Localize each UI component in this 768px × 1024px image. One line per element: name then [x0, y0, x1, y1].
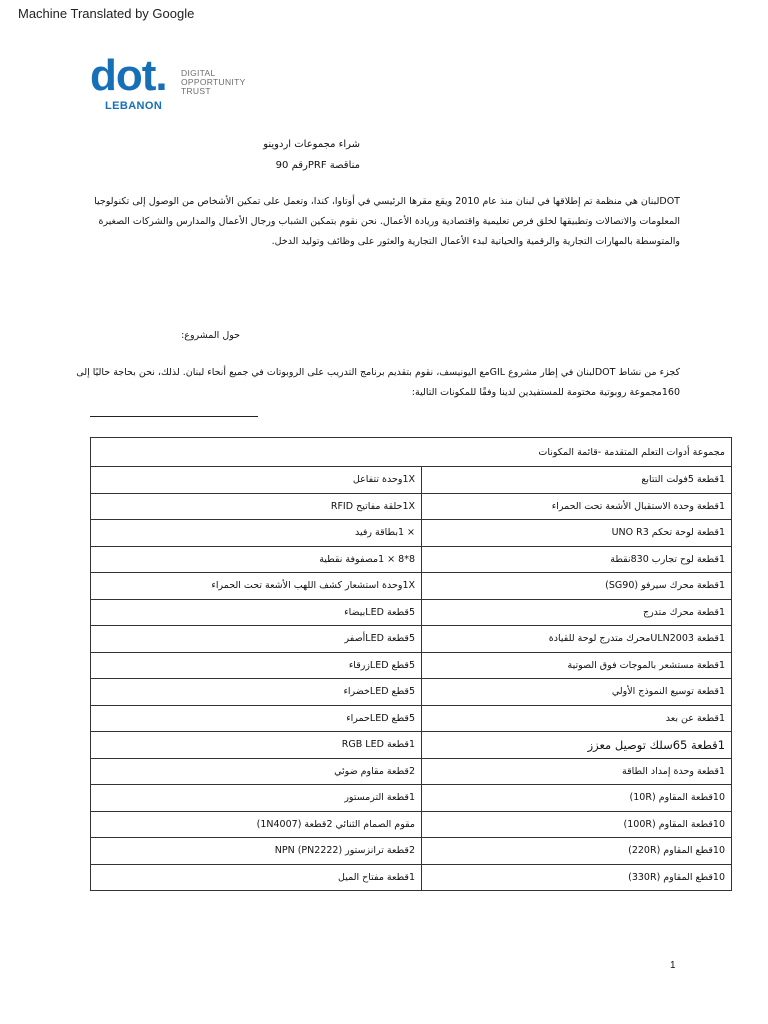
table-row: [91, 599, 732, 626]
component-cell-right: 1قطعة توسيع النموذج الأولي: [422, 679, 732, 706]
tender-number: مناقصة PRFرقم 90: [275, 160, 360, 171]
divider-line: [90, 416, 258, 417]
component-cell-right: 1قطعة ULN2003محرك متدرج لوحة للقيادة: [422, 626, 732, 653]
component-cell-left: 5قطعة LEDأصفر: [91, 626, 422, 653]
component-cell-right: 1قطعة لوحة تحكم UNO R3: [422, 520, 732, 547]
project-heading: حول المشروع:: [181, 330, 240, 341]
table-title: مجموعة أدوات التعلم المتقدمة -قائمة المكونات: [91, 438, 732, 467]
table-row: [91, 758, 732, 785]
component-cell-right: 1قطعة مستشعر بالموجات فوق الصوتية: [422, 652, 732, 679]
logo-tagline: [181, 69, 246, 96]
component-cell-left: 5قطع LEDحمراء: [91, 705, 422, 732]
logo-tagline-line: DIGITAL: [181, 68, 216, 78]
component-cell-left: 5قطع LEDخضراء: [91, 679, 422, 706]
table-row: [91, 785, 732, 812]
table-row: [91, 520, 732, 547]
component-cell-right: 1قطعة وحدة إمداد الطاقة: [422, 758, 732, 785]
component-cell-right: 10قطعة المقاوم (10R): [422, 785, 732, 812]
components-table: [90, 437, 732, 891]
table-row: [91, 626, 732, 653]
table-row: [91, 493, 732, 520]
project-paragraph: كجزء من نشاط DOTلبنان في إطار مشروع GILمع اليونيسف، نقوم بتقديم برنامج التدريب على الروبوتات في جميع أنحاء لبنان. لذلك، نحن بحاجة حاليًا إلى 160مجموعة روبوتية مختومة للمستفيدين لدينا وفقًا للمكونات التالية:: [76, 367, 680, 398]
component-cell-right: 10قطعة المقاوم (100R): [422, 811, 732, 838]
document-title: شراء مجموعات اردوينو: [263, 139, 360, 150]
component-cell-right: 1قطعة وحدة الاستقبال الأشعة تحت الحمراء: [422, 493, 732, 520]
table-row: [91, 679, 732, 706]
component-cell-left: 1Xوحدة تتفاعل: [91, 467, 422, 494]
component-cell-right: 1قطعة 5فولت التتابع: [422, 467, 732, 494]
component-cell-left: 5قطع LEDزرقاء: [91, 652, 422, 679]
component-cell-left: مقوم الصمام الثنائي 2قطعة (1N4007): [91, 811, 422, 838]
logo-region: LEBANON: [105, 100, 163, 112]
logo-tagline-line: TRUST: [181, 86, 211, 96]
component-cell-right: 1قطعة محرك سيرفو (SG90): [422, 573, 732, 600]
dot-lebanon-logo: [90, 51, 270, 116]
table-row: [91, 705, 732, 732]
component-cell-left: 1قطعة RGB LED: [91, 732, 422, 759]
translation-banner: Machine Translated by Google: [18, 6, 195, 21]
component-cell-right: 10قطع المقاوم (330R): [422, 864, 732, 891]
component-cell-left: 8*8 × 1مصفوفة نقطية: [91, 546, 422, 573]
component-cell-left: 5قطعة LEDبيضاء: [91, 599, 422, 626]
table-row: [91, 732, 732, 759]
table-header-row: [91, 438, 732, 467]
table-row: [91, 864, 732, 891]
table-row: [91, 573, 732, 600]
component-cell-left: 1Xوحدة استشعار كشف اللهب الأشعة تحت الحمراء: [91, 573, 422, 600]
table-row: [91, 811, 732, 838]
component-cell-right: 1قطعة عن بعد: [422, 705, 732, 732]
component-cell-left: × 1بطاقة رفيد: [91, 520, 422, 547]
table-row: [91, 546, 732, 573]
logo-wordmark: dot.: [90, 51, 167, 100]
component-cell-left: 1قطعة مفتاح الميل: [91, 864, 422, 891]
intro-paragraph: DOTلبنان هي منظمة تم إطلاقها في لبنان منذ عام 2010 ويقع مقرها الرئيسي في أوتاوا، كندا، وتعمل على تمكين الأشخاص من الوصول إلى تكنولوجيا المعلومات والاتصالات وتطبيقها لخلق فرص تعليمية واقتصادية وريادة الأعمال. نحن نقوم بتمكين الشباب ورجال الأعمال والمدارس والشركات الصغيرة والمتوسطة بالمهارات التجارية والرقمية والحياتية لبدء الأعمال التجارية والعثور على وظائف وتوليد الدخل.: [94, 196, 680, 247]
component-cell-left: 2قطعة مقاوم ضوئي: [91, 758, 422, 785]
component-cell-right: 10قطع المقاوم (220R): [422, 838, 732, 865]
component-cell-right: 1قطعة لوح تجارب 830نقطة: [422, 546, 732, 573]
component-cell-left: 1Xحلقة مفاتيح RFID: [91, 493, 422, 520]
component-cell-left: 2قطعة ترانزستور NPN (PN2222): [91, 838, 422, 865]
table-row: [91, 467, 732, 494]
component-cell-right: 1قطعة محرك متدرج: [422, 599, 732, 626]
logo-tagline-line: OPPORTUNITY: [181, 77, 246, 87]
component-cell-left: 1قطعة الترمستور: [91, 785, 422, 812]
table-row: [91, 838, 732, 865]
table-row: [91, 652, 732, 679]
page-number: 1: [670, 960, 676, 971]
component-cell-right: 1قطعة 65سلك توصيل معزز: [422, 732, 732, 759]
